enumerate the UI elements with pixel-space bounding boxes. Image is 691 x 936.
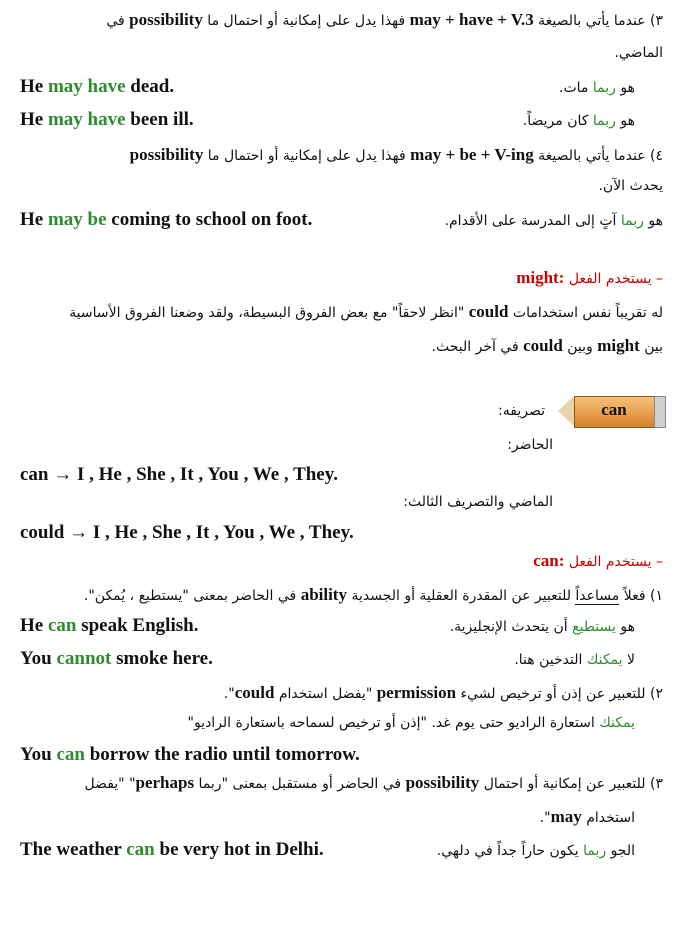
past-label: الماضي والتصريف الثالث: — [403, 494, 553, 510]
example-en: You cannot smoke here. — [20, 648, 213, 669]
present-label: الحاضر: — [507, 437, 553, 453]
can-conjugation: can → I , He , She , It , You , We , They. — [20, 464, 338, 485]
rule-4-continuation: يحدث الآن. — [598, 178, 663, 194]
example-en: He may have dead. — [20, 76, 175, 97]
can-rule-3: ٣) للتعبير عن إمكانية أو احتمال possibility في الحاضر أو مستقبل بمعنى "ربما perhaps" "يفضل — [84, 773, 663, 792]
conjugation-label: تصريفه: — [498, 403, 545, 419]
example-ar: هو يستطيع أن يتحدث الإنجليزية. — [449, 619, 635, 635]
pencil-tip-icon — [558, 396, 574, 426]
might-paragraph-line2: بين might وبين could في آخر البحث. — [431, 336, 663, 355]
can-rule-2: ٢) للتعبير عن إذن أو ترخيص لشيء permission "يفضل استخدام could". — [223, 683, 663, 702]
example-en: You can borrow the radio until tomorrow. — [20, 744, 360, 765]
example-ar: الجو ربما يكون حاراً جداً في دلهي. — [436, 843, 635, 859]
example-en: He can speak English. — [20, 615, 199, 636]
can-rule-2-explanation: يمكنك استعارة الراديو حتى يوم غد. "إذن أو ترخيص لسماحه باستعارة الراديو" — [187, 715, 635, 731]
example-en: He may have been ill. — [20, 109, 194, 130]
example-en: The weather can be very hot in Delhi. — [20, 839, 324, 860]
can-rule-3-continuation: استخدام may". — [539, 807, 635, 826]
example-ar: هو ربما مات. — [559, 80, 635, 96]
could-conjugation: could → I , He , She , It , You , We , They. — [20, 522, 354, 543]
pencil-badge — [558, 396, 664, 426]
example-ar: هو ربما آتٍ إلى المدرسة على الأقدام. — [444, 213, 663, 229]
example-en: He may be coming to school on foot. — [20, 209, 313, 230]
example-ar: هو ربما كان مريضاً. — [522, 113, 635, 129]
rule-3-continuation: الماضي. — [614, 45, 663, 61]
rule-4-may-be: ٤) عندما يأتي بالصيغة may + be + V-ing فهذا يدل على إمكانية أو احتمال ما possibility — [129, 145, 663, 164]
might-paragraph-line1: له تقريباً نفس استخدامات could "انظر لاحقاً" مع بعض الفروق البسيطة، ولقد وضعنا الفروق الأساسية — [69, 302, 663, 321]
might-heading: – يستخدم الفعل might: — [516, 268, 663, 287]
can-heading: – يستخدم الفعل can: — [533, 551, 663, 570]
badge-label: can — [601, 400, 627, 419]
can-rule-1: ١) فعلاً مساعداً للتعبير عن المقدرة العقلية أو الجسدية ability في الحاضر بمعنى "يستطيع ، يُمكن". — [83, 585, 663, 604]
rule-3-may-have: ٣) عندما يأتي بالصيغة may + have + V.3 فهذا يدل على إمكانية أو احتمال ما possibility في — [106, 10, 663, 29]
example-ar: لا يمكنك التدخين هنا. — [514, 652, 635, 668]
